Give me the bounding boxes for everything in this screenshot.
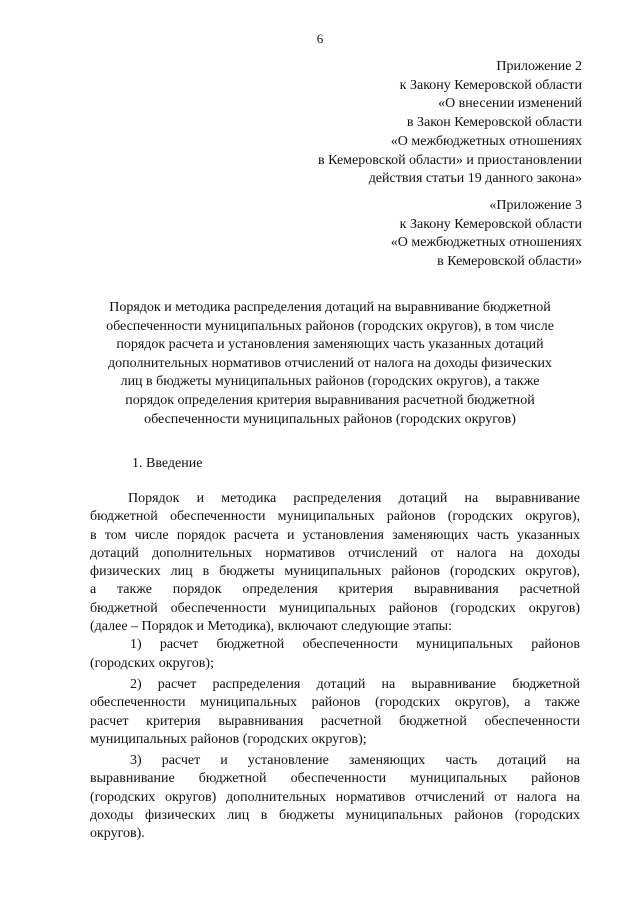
title-line: лиц в бюджеты муниципальных районов (городских округов), а также [120,374,540,390]
list-item-line: выравнивание бюджетной обеспеченности муниципальных районов [90,771,580,787]
intro-line: а также порядок определения критерия выравнивания расчетной [90,582,580,598]
intro-line: Порядок и методика распределения дотаций на выравнивание [128,491,580,506]
list-item [90,636,580,673]
list-item-line: округов). [90,826,145,842]
list-item [90,752,580,843]
list-item-line: муниципальных районов (городских округов); [90,731,367,747]
page-number: 6 [316,31,324,46]
intro-line: в том числе порядок расчета и установления заменяющих часть указанных [90,527,580,543]
intro-line: физических лиц в бюджеты муниципальных районов (городских округов), [90,564,580,580]
list-item-line: 3) расчет и установление заменяющих часть дотаций на [130,753,580,769]
section-heading: 1. Введение [132,456,203,471]
intro-paragraph [90,490,580,636]
appendix-2-line: «О межбюджетных отношениях [390,133,582,149]
appendix-2-line: Приложение 2 [496,59,582,74]
appendix-2-line: к Закону Кемеровской области [399,77,582,93]
intro-line: бюджетной обеспеченности муниципальных районов (городских округов) [90,600,580,616]
intro-line: дотаций дополнительных нормативов отчислений от налога на доходы [90,545,580,561]
appendix-3-line: «Приложение 3 [489,198,582,213]
title-line: дополнительных нормативов отчислений от налога на доходы физических [108,355,552,371]
title-line: Порядок и методика распределения дотаций на выравнивание бюджетной [109,300,551,315]
title-line: порядок расчета и установления заменяющих часть указанных дотаций [116,337,544,353]
appendix-2-line: действия статьи 19 данного закона» [368,171,582,187]
appendix-2-line: в Кемеровской области» и приостановлении [318,152,582,168]
document-title [80,299,580,429]
appendix-3-line: в Кемеровской области» [437,254,582,270]
appendix-2-line: «О внесении изменений [438,96,582,112]
appendix-2-line: в Закон Кемеровской области [406,115,582,131]
appendix-3-line: «О межбюджетных отношениях [390,235,582,251]
appendix-3-line: к Закону Кемеровской области [399,216,582,232]
list-item-line: 1) расчет бюджетной обеспеченности муниципальных районов [130,637,580,653]
list-item-line: (городских округов) дополнительных нормативов отчислений от налога на [90,789,580,805]
list-item-line: расчет критерия выравнивания расчетной бюджетной обеспеченности [90,713,580,729]
list-item [90,676,580,749]
body-text [90,490,580,844]
list-item-line: доходы физических лиц в бюджеты муниципальных районов (городских [90,808,580,824]
title-line: порядок определения критерия выравнивания расчетной бюджетной [125,392,535,408]
appendix-3-heading [391,197,582,272]
list-item-line: (городских округов); [90,655,214,671]
title-line: обеспеченности муниципальных районов (городских округов) [144,411,516,427]
title-line: обеспеченности муниципальных районов (городских округов), в том числе [106,318,554,334]
intro-line: (далее – Порядок и Методика), включают следующие этапы: [90,619,452,635]
appendix-2-heading [318,58,582,189]
list-item-line: обеспеченности муниципальных районов (городских округов), а также [90,695,580,711]
list-item-line: 2) расчет распределения дотаций на выравнивание бюджетной [130,676,580,692]
intro-line: бюджетной обеспеченности муниципальных районов (городских округов), [90,509,580,525]
